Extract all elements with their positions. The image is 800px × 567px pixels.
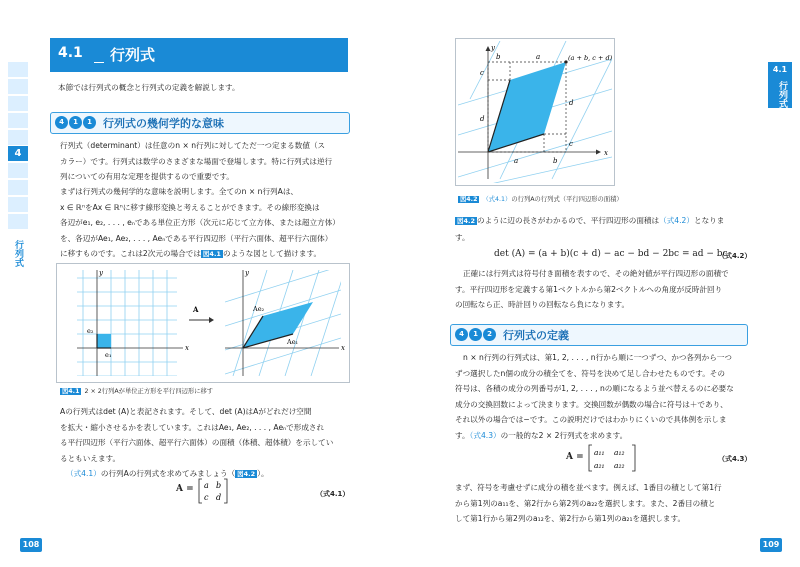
dim-label-a: a: [514, 157, 519, 165]
section-bubble: 2: [483, 328, 496, 341]
paragraph: Aの行列式はdet (A)と表記されます。そして、det (A)はAがどれだけ空間 を拡大・縮小させるかを表しています。これはAe₁, Ae₂, . . . , Aeₙで形成され る平行四辺形（平行六面体、超平行六面体）の面積（体積、超体積）を示してい るともいえます。 （式4.1）の行列Aの行列式を求めてみましょう（ 図4.2 ）。: [60, 407, 334, 479]
svg-text:y: y: [245, 269, 249, 277]
section-banner: [50, 38, 348, 72]
chapter-tab: [8, 214, 28, 229]
figure-caption: 図4.2 （式4.1）の行列Aの行列式（平行四辺形の面積）: [460, 196, 623, 203]
svg-text:b: b: [216, 481, 222, 490]
section-bubble: 1: [83, 116, 96, 129]
figure-reference: 図4.2: [237, 470, 256, 479]
section-bubble: 1: [469, 328, 482, 341]
equation-reference: （式4.3）: [469, 430, 501, 440]
page-number: 108: [20, 538, 42, 552]
chapter-tab: [8, 180, 28, 195]
equation-lhs: A =: [176, 484, 194, 494]
vector-label-Ae1: Ae₁: [287, 338, 299, 346]
svg-text:a₂₂: a₂₂: [614, 461, 625, 470]
figure-caption: 図4.1 2 × 2行列Aが単位正方形を平行四辺形に移す: [62, 388, 214, 395]
dim-label-b: b: [496, 53, 501, 61]
figure-reference: 図4.1: [202, 250, 221, 259]
section-bubble: 4: [55, 116, 68, 129]
section-bubble: 4: [455, 328, 468, 341]
svg-text:d: d: [216, 493, 222, 502]
chapter-tab: [8, 79, 28, 94]
figure-reference: 図4.2: [457, 217, 476, 225]
chapter-tab: [8, 130, 28, 145]
dim-label-c: c: [569, 140, 573, 148]
svg-text:c: c: [204, 493, 209, 502]
banner-divider: [94, 62, 104, 63]
axis-label-y: y: [99, 269, 103, 277]
vector-label-e2: e₂: [87, 327, 94, 335]
corner-label: (a + b, c + d): [568, 54, 613, 62]
vector-label-e1: e₁: [105, 351, 112, 359]
axis-label-y: y: [491, 44, 495, 52]
chapter-tab-active: 4.1: [768, 62, 792, 78]
chapter-side-label: 行列式: [777, 81, 787, 108]
chapter-tab: [8, 96, 28, 111]
unit-square: [97, 334, 111, 348]
chapter-side-label: 行列式: [13, 240, 23, 267]
equation-4-2: det (A) = (a + b)(c + d) − ac − bd − 2bc = ad − bc: [494, 249, 728, 259]
intro-text: 本節では行列式の概念と行列式の定義を解説します。: [58, 83, 240, 92]
axis-label-x: x: [185, 344, 189, 352]
page-number: 109: [760, 538, 782, 552]
dim-label-c: c: [480, 69, 484, 77]
svg-text:x: x: [341, 344, 345, 352]
subsection-header: [450, 324, 748, 346]
equation-reference: （式4.1）: [66, 469, 101, 479]
chapter-tab: [8, 113, 28, 128]
matrix-4-3: [588, 444, 636, 472]
dim-label-a: a: [536, 53, 541, 61]
chapter-tab-body: [768, 78, 792, 108]
dim-label-b: b: [553, 157, 558, 165]
paragraph: 行列式（determinant）は任意のn × n行列に対してただ一つ定まる数値（ス カラー）です。行列式は数学のさまざまな場面で登場します。特に行列式は逆行 列についての有用な定理を提供するので重要です。: [60, 141, 333, 182]
equation-number: （式4.3）: [718, 455, 752, 463]
equation-lhs: A =: [566, 452, 584, 462]
svg-text:a: a: [204, 481, 209, 490]
subsection-title: 行列式の定義: [503, 329, 569, 342]
matrix-label-A: A: [193, 305, 199, 314]
section-bubble: 1: [69, 116, 82, 129]
figure-4-2: [455, 38, 615, 186]
chapter-tab: [8, 197, 28, 212]
figure-4-1: [56, 263, 350, 383]
equation-number: （式4.2）: [718, 252, 752, 260]
paragraph: 図4.2 のように辺の長さがわかるので、平行四辺形の面積は（式4.2）となりま す。: [455, 216, 725, 242]
axis-label-x: x: [604, 149, 608, 157]
equation-reference: （式4.2）: [659, 216, 694, 225]
paragraph: 正確には行列式は符号付き面積を表すので、その絶対値が平行四辺形の面積で す。平行四辺形を定義する第1ベクトルから第2ベクトルへの角度が反時計回り の回転なら正、時計回りの回転なら負になります。: [455, 269, 729, 310]
chapter-tab-active: 4: [8, 146, 28, 161]
chapter-tab: [8, 62, 28, 77]
matrix-4-1: [198, 478, 228, 504]
svg-text:a₁₁: a₁₁: [594, 448, 605, 457]
svg-text:a₁₂: a₁₂: [614, 448, 625, 457]
vector-label-Ae2: Ae₂: [253, 305, 265, 313]
subsection-header: [50, 112, 350, 134]
svg-text:a₂₁: a₂₁: [594, 461, 605, 470]
dim-label-d: d: [569, 99, 574, 107]
section-title: 行列式: [110, 46, 156, 64]
chapter-tab: [8, 163, 28, 178]
equation-number: （式4.1）: [316, 490, 350, 498]
parallelogram: [488, 62, 566, 152]
paragraph: まず、符号を考慮せずに成分の積を並べます。例えば、1番目の積として第1行 から第1列のa₁₁を、第2行から第2列のa₂₂を選択します。また、2番目の積と して第1行から第2列のa₁₂を、第2行から第1列のa₂₁を選択します。: [455, 483, 722, 524]
paragraph: まずは行列式の幾何学的な意味を説明します。全てのn × n行列Aは、 x ∈ ℝⁿをAx ∈ ℝⁿに移す線形変換と考えることができます。その線形変換は 各辺がe₁, e₂, . . . , eₙである単位正方形（次元に応じて立方体、または超立方体） を、各辺がAe₁, Ae₂, . . . , Aeₙである平行四辺形（平行六面体、超平行六面体） に移すものです。これは2次元の場合では 図4.1 のような図として描けます。: [60, 187, 340, 259]
dim-label-d: d: [480, 115, 485, 123]
paragraph: n × n行列の行列式は、第1, 2, . . . , n行から順に一つずつ、かつ各列から一つ ずつ選択したn個の成分の積全てを、符号を決めて足し合わせたものです。その 符号は、各積の成分の列番号が1, 2, . . . , nの順になるよう並べ替えるのに必要な 成分の交換回数によって決まります。交換回数が偶数の場合に符号は＋であり、 それ以外の場合では−です。この説明だけではわかりにくいので具体例を示しま す。（式4.3）の一般的な2 × 2行列式を求めます。: [455, 353, 734, 440]
section-number: 4.1: [58, 45, 83, 61]
subsection-title: 行列式の幾何学的な意味: [103, 117, 224, 130]
